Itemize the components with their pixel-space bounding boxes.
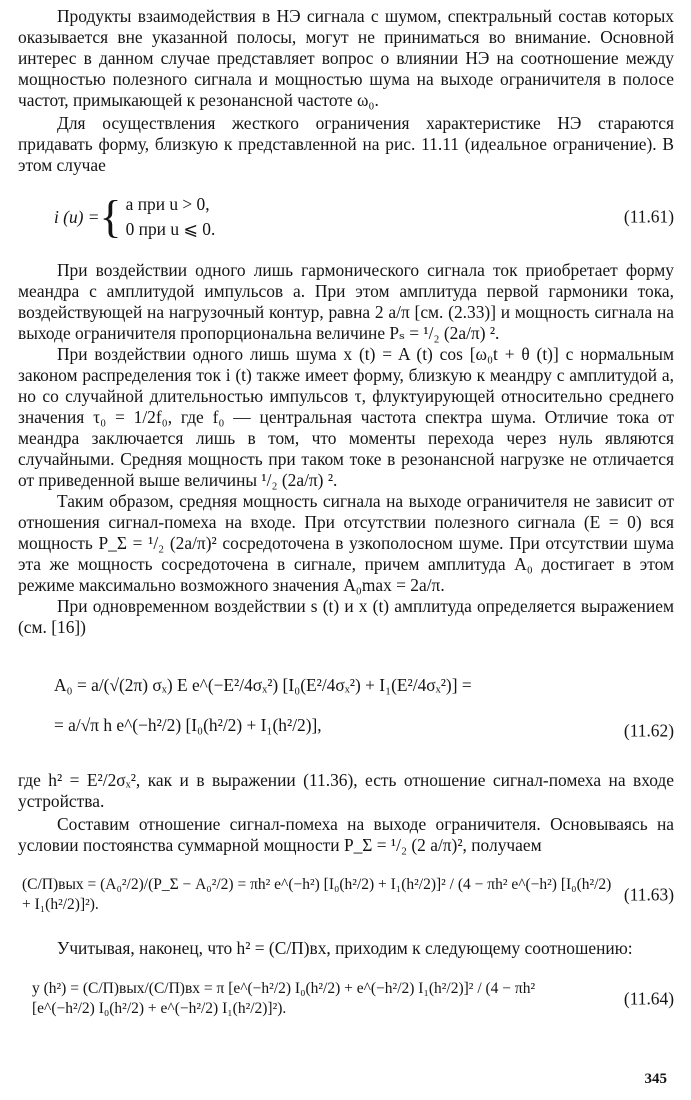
page-number: 345 [644,1071,667,1087]
paragraph-1: Продукты взаимодействия в НЭ сигнала с шумом, спектральный состав которых оказывается вне указанной полосы, могут не приниматься во внимание. Основной интерес в данном случае представляет вопрос о влиянии НЭ на соотношение между мощностью полезного сигнала и мощностью шума на выходе ограничителя в полосе частот, примыкающей к резонансной частоте ω₀. [18,6,674,110]
eq63-number: (11.63) [623,884,674,905]
eq62-line-2: = a/√π h e^(−h²/2) [I₀(h²/2) + I₁(h²/2)], [54,715,322,735]
eq61-cases [126,192,216,242]
equation-11-62 [18,646,674,764]
paragraph-9: Учитывая, наконец, что h² = (С/П)вх, приходим к следующему соотношению: [57,938,633,958]
eq61-lhs: i (u) = [54,206,100,227]
paragraph-8: Составим отношение сигнал-помеха на выходе ограничителя. Основываясь на условии постоянства суммарной мощности P_Σ = ¹/₂ (2 a/π)², получаем [18,814,674,855]
eq64-number: (11.64) [623,988,674,1009]
eq64-body: y (h²) = (С/П)вых/(С/П)вх = π [e^(−h²/2) I₀(h²/2) + e^(−h²/2) I₁(h²/2)]² / (4 − πh² [e^(−h²/2) I₀(h²/2) + e^(−h²/2) I₁(h²/2)]²). [32,980,536,1017]
paragraph-7: где h² = E²/2σₓ², как и в выражении (11.36), есть отношение сигнал-помеха на входе устройства. [18,770,674,811]
eq61-case-1: a при u > 0, [125,194,210,214]
eq62-line-1: A₀ = a/(√(2π) σₓ) E e^(−E²/4σₓ²) [I₀(E²/4σₓ²) + I₁(E²/4σₓ²)] = [54,675,472,695]
eq61-number: (11.61) [623,206,674,227]
eq61-case-2: 0 при u ⩽ 0. [125,219,216,239]
equation-11-61 [18,186,674,248]
paragraph-2: Для осуществления жесткого ограничения характеристике НЭ стараются придавать форму, близкую к представленной на рис. 11.11 (идеальное ограничение). В этом случае [18,113,674,175]
eq61-brace: { [99,191,122,242]
eq62-number: (11.62) [623,720,674,741]
paragraph-5: Таким образом, средняя мощность сигнала на выходе ограничителя не зависит от отношения сигнал-помеха на входе. При отсутствии полезного сигнала (E = 0) вся мощность P_Σ = ¹/₂ (2a/π)² сосредоточена в узкополосном шуме. При отсутствии шума эта же мощность сосредоточена в сигнале, причем амплитуда A₀ достигает в этом режиме максимально возможного значения A₀max = 2a/π. [18,491,674,595]
equation-11-64 [18,967,674,1031]
paragraph-6: При одновременном воздействии s (t) и x (t) амплитуда определяется выражением (см. [16]) [18,596,674,637]
equation-11-63 [18,862,674,928]
eq63-body: (С/П)вых = (A₀²/2)/(P_Σ − A₀²/2) = πh² e^(−h²) [I₀(h²/2) + I₁(h²/2)]² / (4 − πh² e^(−h²) [I₀(h²/2) + I₁(h²/2)]²). [22,876,612,913]
page-body [18,6,674,1031]
paragraph-3: При воздействии одного лишь гармонического сигнала ток приобретает форму меандра с амплитудой импульсов a. При этом амплитуда первой гармоники тока, воздействующей на нагрузочный контур, равна 2 a/π [см. (2.33)] и мощность сигнала на выходе ограничителя пропорциональна величине Pₛ = ¹/₂ (2a/π) ². [18,260,674,343]
paragraph-4: При воздействии одного лишь шума x (t) = A (t) cos [ω₀t + θ (t)] с нормальным законом распределения ток i (t) также имеет форму, близкую к меандру с амплитудой a, но со случайной длительностью импульсов τ, флуктуирующей относительно среднего значения τ₀ = 1/2f₀, где f₀ — центральная частота спектра шума. Отличие тока от меандра заключается лишь в том, что моменты перехода через нуль являются случайными. Средняя мощность при таком токе в резонансной нагрузке не отличается от приведенной выше величины ¹/₂ (2a/π) ². [18,344,674,490]
